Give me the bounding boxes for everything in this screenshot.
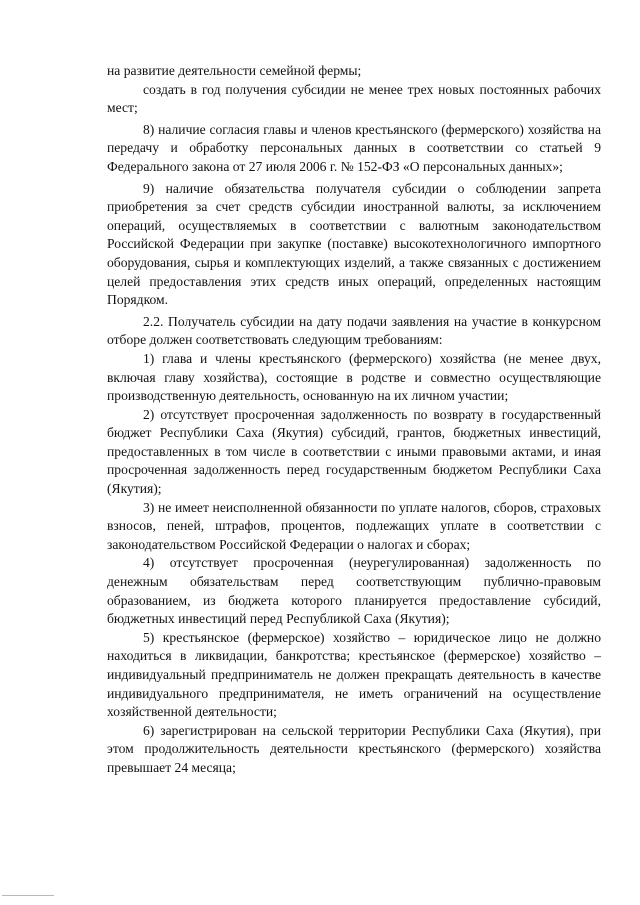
paragraph-requirement-6: 6) зарегистрирован на сельской территории Республики Саха (Якутия), при этом продолжительность деятельности крестьянского (фермерского) хозяйства превышает 24 месяца; [107,722,601,775]
paragraph-requirement-4: 4) отсутствует просроченная (неурегулированная) задолженность по денежным обязательствам перед соответствующим публично-правовым образованием, из бюджета которого планируется предоставление субсидий, бюджетных инвестиций перед Республикой Саха (Якутия); [107,555,601,627]
paragraph-continuation: на развитие деятельности семейной фермы; [107,63,362,78]
paragraph-requirement-3: 3) не имеет неисполненной обязанности по уплате налогов, сборов, страховых взносов, пеней, штрафов, процентов, подлежащих уплате в соответствии с законодательством Российской Федерации о налогах и сборах; [107,499,601,552]
paragraph-requirement-2: 2) отсутствует просроченная задолженность по возврату в государственный бюджет Республики Саха (Якутия) субсидий, грантов, бюджетных инвестиций, предоставленных в том числе в соответствии с иными правовыми актами, и иная просроченная задолженность перед государственным бюджетом Республики Саха (Якутия); [107,406,601,497]
paragraph-item-9: 9) наличие обязательства получателя субсидии о соблюдении запрета приобретения за счет средств субсидии иностранной валюты, за исключением операций, осуществляемых в соответствии с валютным законодательством Российской Федерации при закупке (поставке) высокотехнологичного импортного оборудования, сырья и комплектующих изделий, а также связанных с достижением целей предоставления этих средств иных операций, определенных настоящим Порядком. [107,180,601,308]
document-body [107,62,601,778]
paragraph-jobs-requirement: создать в год получения субсидии не менее трех новых постоянных рабочих мест; [107,81,601,116]
paragraph-section-2-2: 2.2. Получатель субсидии на дату подачи заявления на участие в конкурсном отборе должен соответствовать следующим требованиям: [107,313,601,348]
footer-scan-mark [2,895,54,896]
paragraph-requirement-1: 1) глава и члены крестьянского (фермерского) хозяйства (не менее двух, включая главу хозяйства), состоящие в родстве и совместно осуществляющие производственную деятельность, основанную на их личном участии; [107,350,601,404]
paragraph-requirement-5: 5) крестьянское (фермерское) хозяйство – юридическое лицо не должно находиться в ликвидации, банкротства; крестьянское (фермерское) хозяйство – индивидуальный предприниматель не должен прекращать деятельность в качестве индивидуального предпринимателя, не иметь ограничений на осуществление хозяйственной деятельности; [107,629,601,720]
paragraph-item-8: 8) наличие согласия главы и членов крестьянского (фермерского) хозяйства на передачу и обработку персональных данных в соответствии со статьей 9 Федерального закона от 27 июля 2006 г. № 152-ФЗ «О персональных данных»; [107,121,601,174]
